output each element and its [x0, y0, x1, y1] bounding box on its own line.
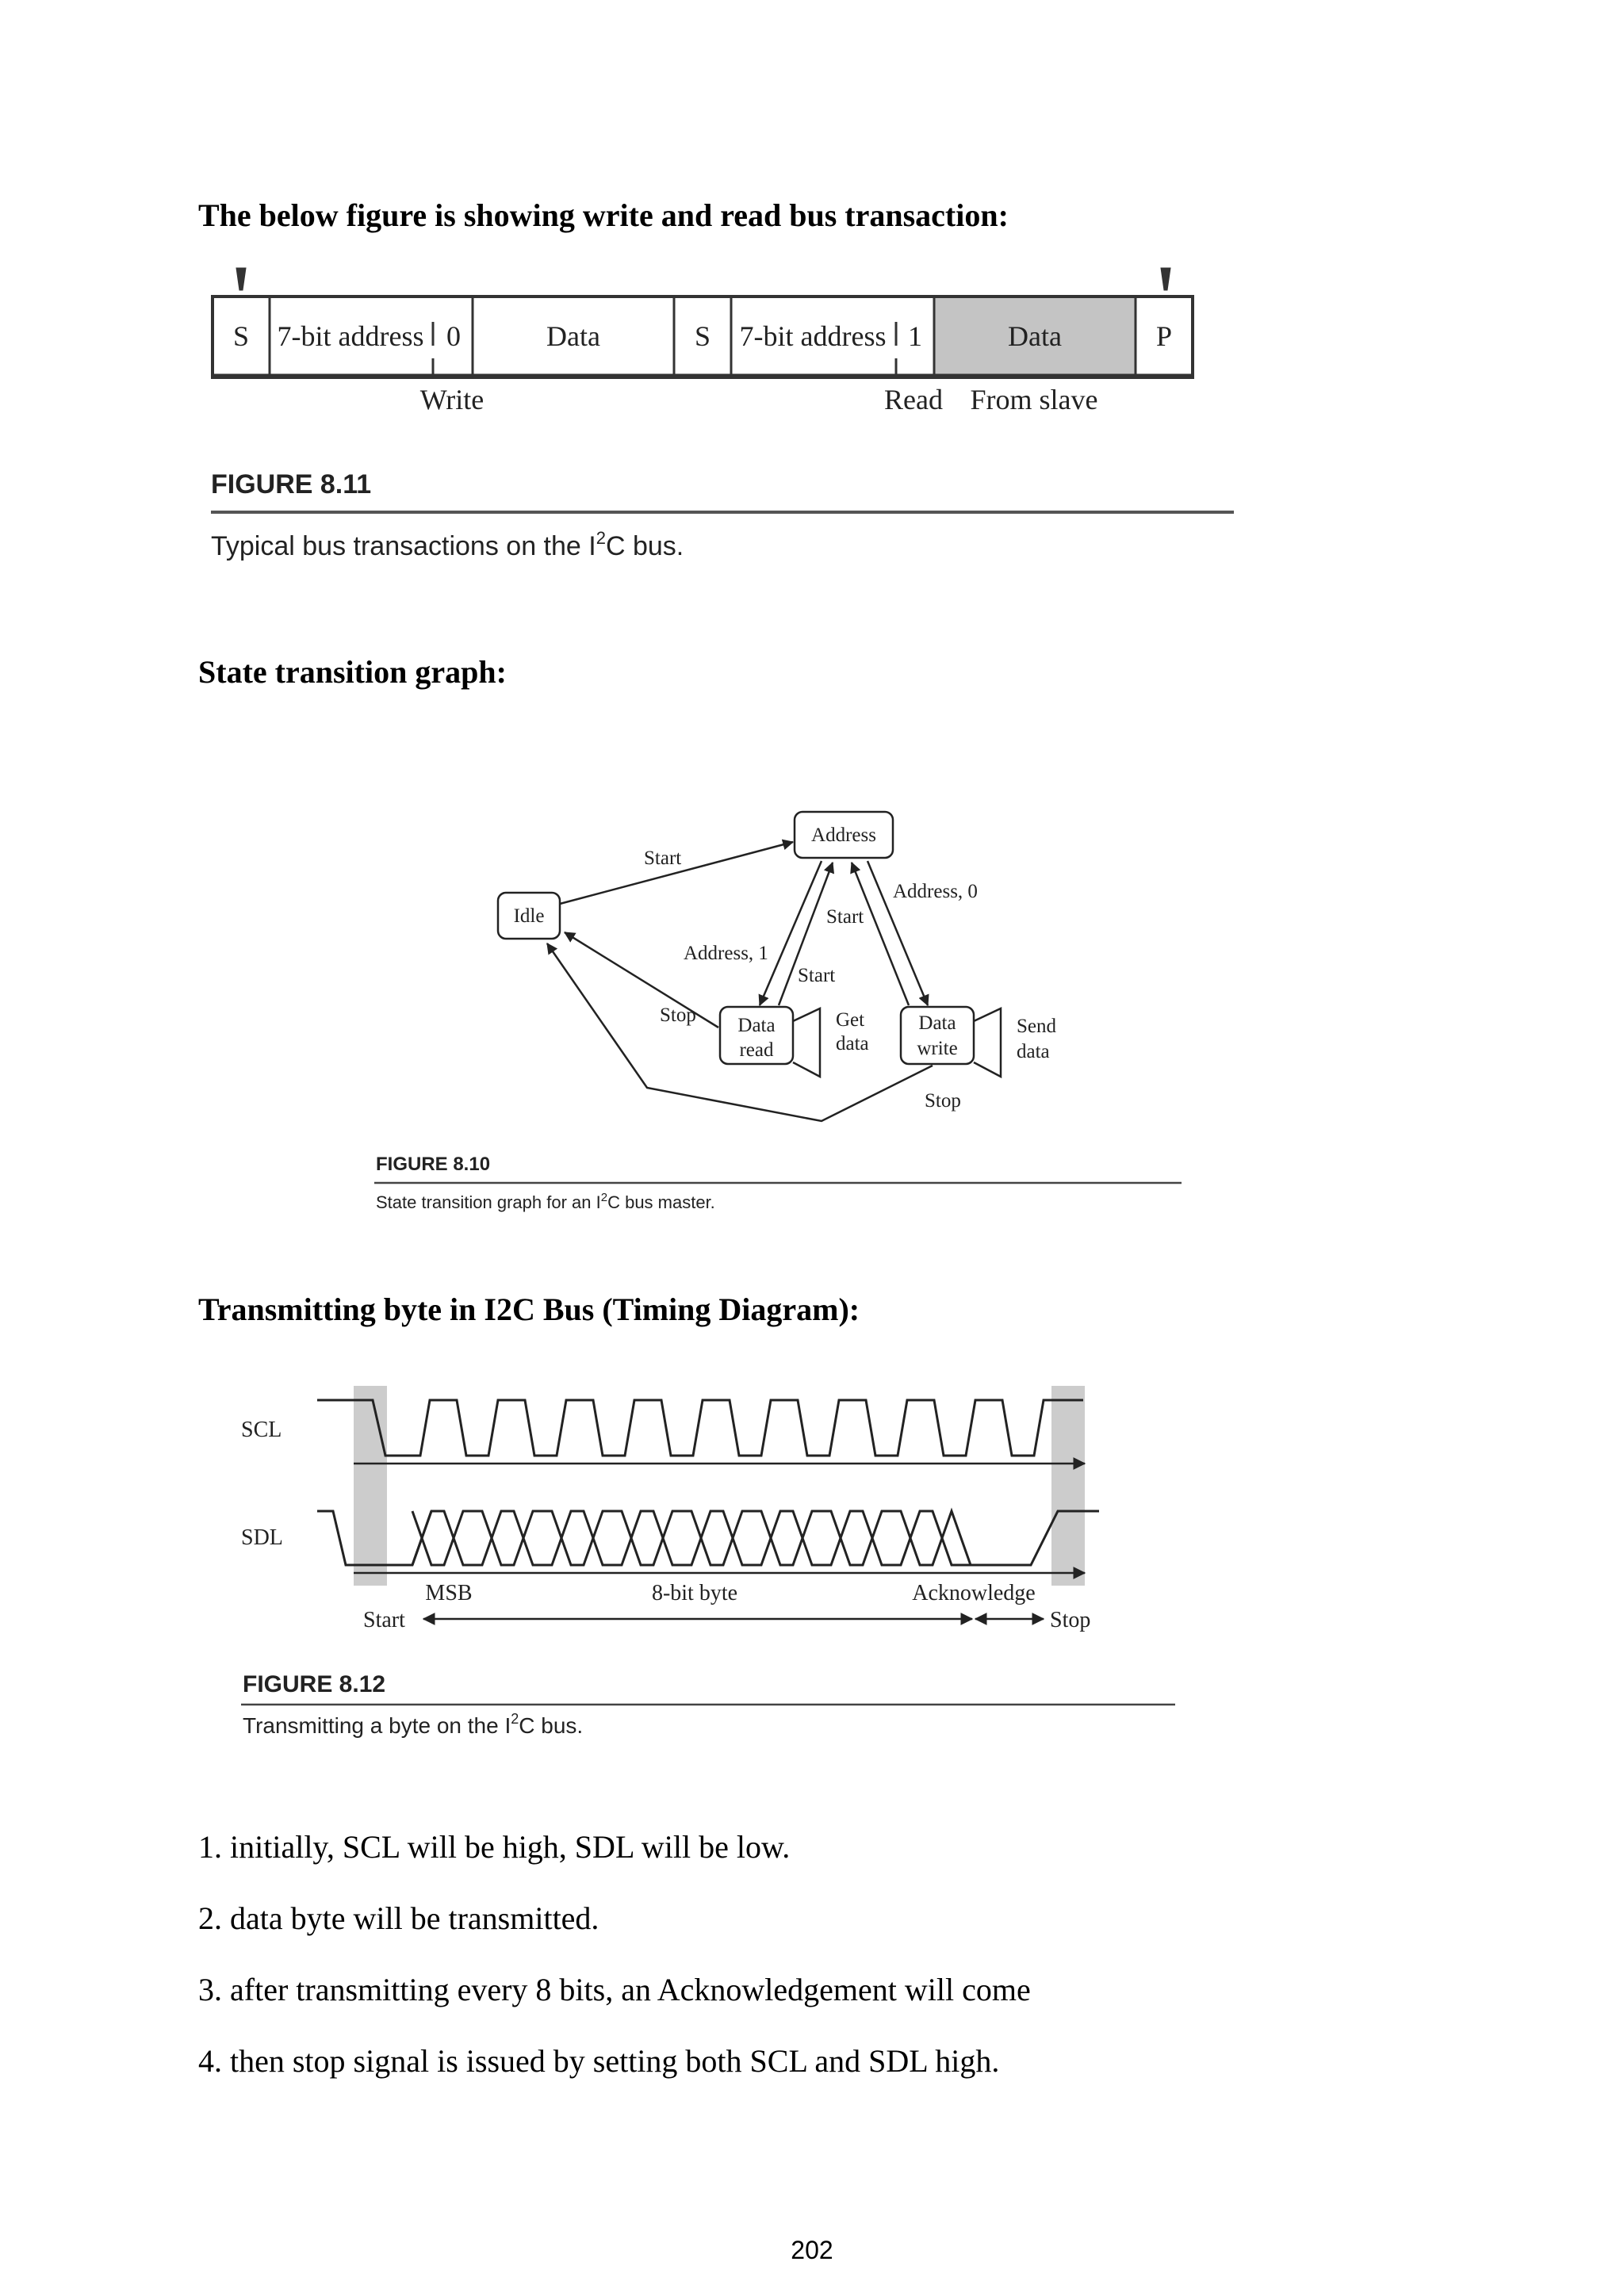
cell-start-1: S	[232, 320, 250, 352]
get-data-label-1: Get	[836, 1009, 865, 1031]
msb-label: MSB	[425, 1581, 473, 1605]
cell-data-master: Data	[546, 320, 600, 352]
cell-rw-read: 1	[908, 320, 922, 352]
scl-label: SCL	[241, 1418, 282, 1442]
step-2: 2. data byte will be transmitted.	[198, 1900, 599, 1936]
cell-rw-write: 0	[446, 320, 461, 352]
start-condition-band	[354, 1386, 387, 1586]
start-label: Start	[363, 1608, 405, 1632]
cell-start-2: S	[694, 320, 711, 352]
step-1: 1. initially, SCL will be high, SDL will be low.	[198, 1829, 791, 1865]
acknowledge-label: Acknowledge	[912, 1581, 1036, 1605]
step-4: 4. then stop signal is issued by setting both SCL and SDL high.	[198, 2043, 1000, 2079]
stop-label-left: Stop	[660, 1004, 696, 1026]
cell-stop: P	[1155, 320, 1173, 352]
page-number: 202	[791, 2236, 833, 2264]
figure-8-11-label: FIGURE 8.11	[211, 469, 372, 499]
stop-label-bottom: Stop	[925, 1090, 961, 1112]
get-data-label-2: data	[836, 1033, 869, 1054]
address-0-label: Address, 0	[893, 881, 978, 902]
cell-data-slave: Data	[1008, 320, 1062, 352]
figure-8-12-caption: Transmitting a byte on the $I^2C$ bus.	[243, 1711, 584, 1738]
bus-transaction-heading: The below figure is showing write and read bus transaction:	[198, 197, 1009, 233]
data-read-label-1: Data	[737, 1015, 776, 1036]
start-label-left: Start	[798, 965, 836, 986]
idle-label: Idle	[513, 905, 545, 927]
send-data-label-2: data	[1017, 1041, 1050, 1062]
write-label: Write	[419, 384, 485, 415]
start-label-right: Start	[826, 906, 864, 928]
stop-label: Stop	[1050, 1608, 1091, 1632]
timing-diagram-heading: Transmitting byte in I2C Bus (Timing Diagram):	[198, 1292, 860, 1327]
figure-8-10-label: FIGURE 8.10	[376, 1154, 491, 1175]
address-label: Address	[811, 825, 876, 846]
read-label: Read	[884, 384, 943, 415]
figure-8-10-caption: State transition graph for an $I^2C$ bus master.	[376, 1191, 715, 1212]
cell-address-2: 7-bit address	[739, 320, 887, 352]
data-write-label-1: Data	[918, 1012, 956, 1034]
sdl-waveform	[317, 1511, 1099, 1565]
data-write-label-2: write	[917, 1038, 958, 1059]
data-read-label-2: read	[739, 1039, 774, 1061]
state-graph-heading: State transition graph:	[198, 654, 507, 690]
address-1-label: Address, 1	[684, 943, 768, 964]
start-label-top: Start	[644, 848, 682, 869]
stop-condition-band	[1051, 1386, 1085, 1586]
figure-8-11-caption: Typical bus transactions on the $I^2C$ bus.	[211, 528, 684, 561]
send-data-label-1: Send	[1017, 1016, 1056, 1037]
scl-waveform	[317, 1400, 1083, 1456]
figure-8-12-label: FIGURE 8.12	[243, 1671, 386, 1697]
sdl-label: SDL	[241, 1525, 283, 1550]
byte-label: 8-bit byte	[651, 1581, 738, 1605]
from-slave-label: From slave	[970, 384, 1098, 415]
step-3: 3. after transmitting every 8 bits, an Acknowledgement will come	[198, 1972, 1031, 2007]
cell-address-1: 7-bit address	[277, 320, 424, 352]
